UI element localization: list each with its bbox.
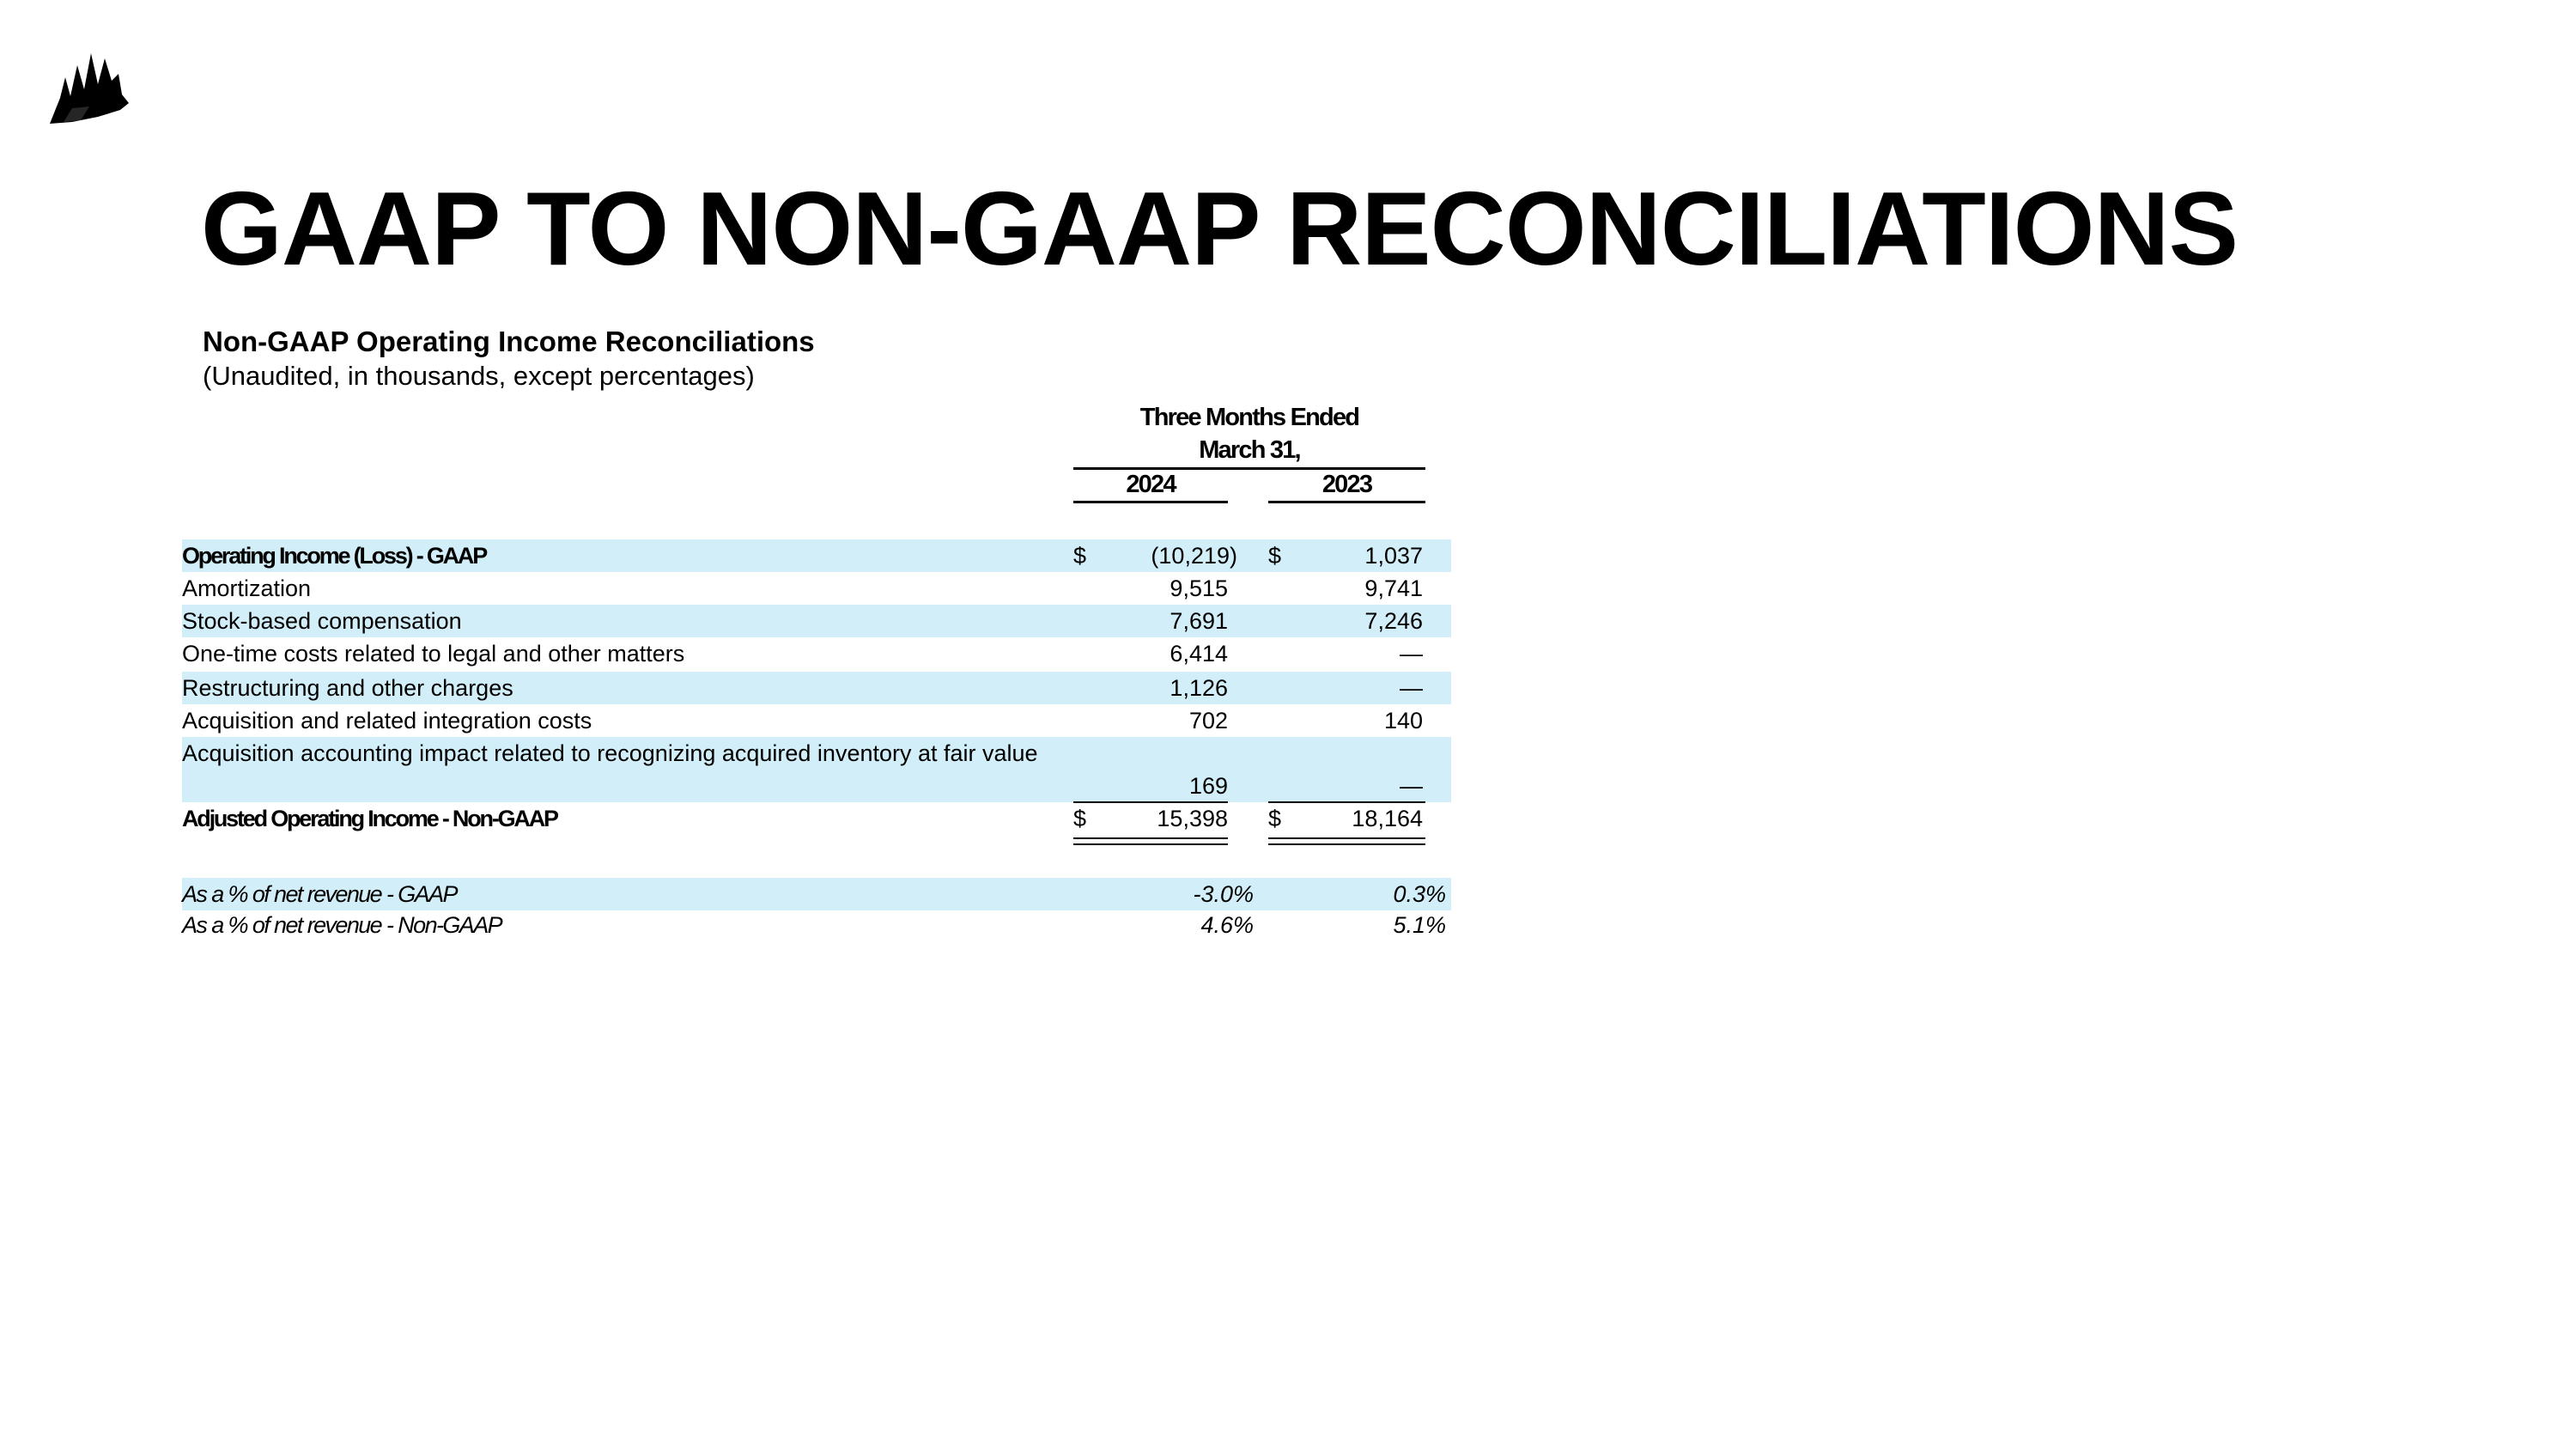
table-row <box>182 704 1451 737</box>
value-2023: — <box>1400 675 1423 701</box>
value-2024: 169 <box>1188 773 1228 799</box>
table-row <box>182 572 1451 605</box>
currency-symbol: $ <box>1268 543 1282 569</box>
table-row <box>182 737 1451 802</box>
value-2023: 140 <box>1383 708 1423 734</box>
percent-row <box>182 909 1451 941</box>
value-2023: — <box>1400 773 1423 799</box>
value-2024: 702 <box>1188 708 1228 734</box>
value-2023: 5.1% <box>1393 912 1446 938</box>
currency-symbol: $ <box>1073 806 1087 831</box>
value-2023: 18,164 <box>1352 806 1423 831</box>
row-label: Stock-based compensation <box>182 608 462 634</box>
row-label: Acquisition and related integration costs <box>182 708 592 734</box>
percent-row <box>182 878 1451 910</box>
row-label: As a % of net revenue - GAAP <box>182 881 457 907</box>
period-header <box>1073 401 1425 466</box>
row-label: Restructuring and other charges <box>182 675 513 701</box>
table-row-total <box>182 802 1451 835</box>
value-2024: 6,414 <box>1170 641 1228 667</box>
value-2023: 7,246 <box>1364 608 1423 634</box>
column-rule-2023 <box>1268 501 1425 503</box>
total-double-rule-2024 <box>1073 837 1228 845</box>
table-title: Non-GAAP Operating Income Reconciliations <box>203 326 815 357</box>
value-2024: -3.0% <box>1193 881 1254 907</box>
value-2024: (10,219) <box>1151 543 1237 569</box>
column-header-2024: 2024 <box>1126 471 1176 498</box>
column-rule-2024 <box>1073 501 1228 503</box>
value-2024: 9,515 <box>1170 575 1228 601</box>
row-label: Acquisition accounting impact related to recognizing acquired inventory at fair value <box>182 740 1038 766</box>
value-2024: 4.6% <box>1200 912 1254 938</box>
currency-symbol: $ <box>1073 543 1087 569</box>
corsair-sails-logo-icon <box>46 46 132 129</box>
value-2023: 9,741 <box>1364 575 1423 601</box>
value-2023: 1,037 <box>1364 543 1423 569</box>
row-label: One-time costs related to legal and other matters <box>182 641 685 667</box>
row-label: Adjusted Operating Income - Non-GAAP <box>182 806 557 831</box>
row-label: Amortization <box>182 575 312 601</box>
period-header-line1: Three Months Ended <box>1139 404 1359 431</box>
table-row <box>182 605 1451 637</box>
value-2023: — <box>1400 641 1423 667</box>
value-2024: 1,126 <box>1170 675 1228 701</box>
value-2024: 15,398 <box>1157 806 1228 831</box>
currency-symbol: $ <box>1268 806 1282 831</box>
total-double-rule-2023 <box>1268 837 1425 845</box>
table-row <box>182 672 1451 704</box>
period-header-line2: March 31, <box>1199 436 1300 464</box>
table-note: (Unaudited, in thousands, except percentages) <box>203 361 755 391</box>
table-row <box>182 539 1451 572</box>
page-title: GAAP TO NON-GAAP RECONCILIATIONS <box>201 170 2239 287</box>
column-header-2023: 2023 <box>1321 471 1372 498</box>
value-2023: 0.3% <box>1393 881 1446 907</box>
table-row <box>182 637 1451 670</box>
row-label: Operating Income (Loss) - GAAP <box>182 543 487 569</box>
value-2024: 7,691 <box>1170 608 1228 634</box>
row-label: As a % of net revenue - Non-GAAP <box>182 912 502 938</box>
